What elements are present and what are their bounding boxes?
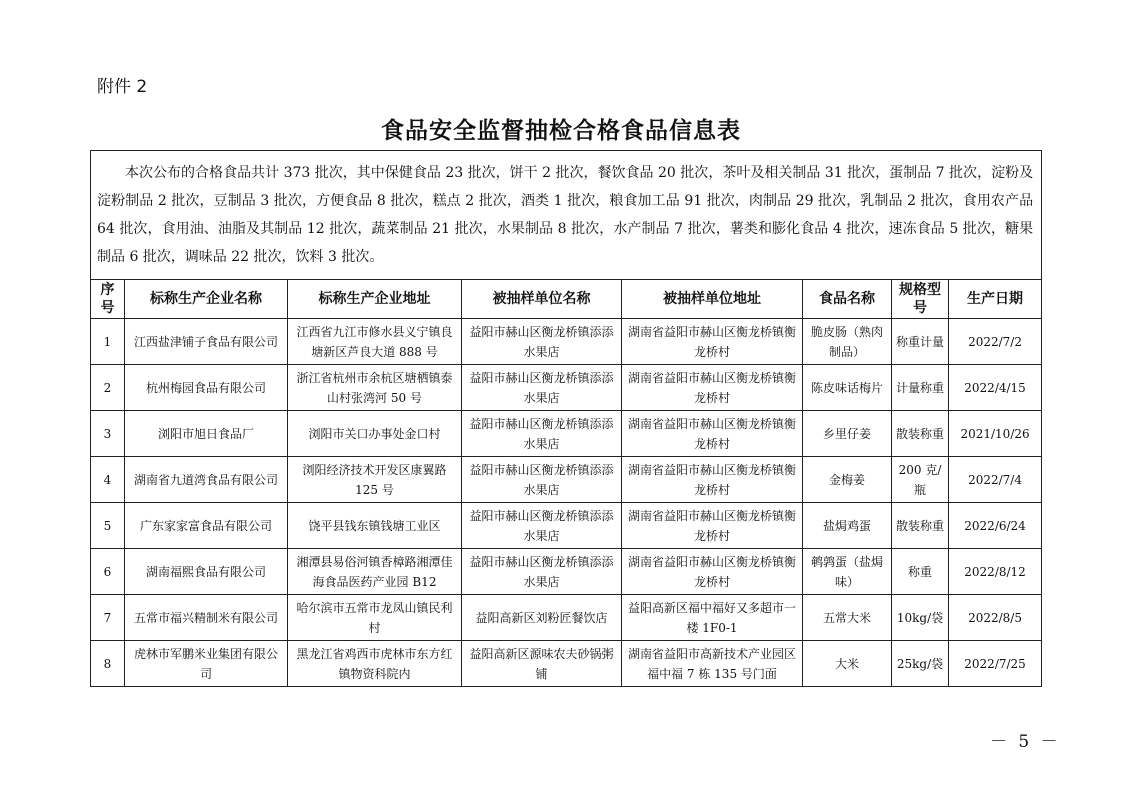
cell-sampled-unit: 益阳市赫山区衡龙桥镇添添水果店 <box>462 503 622 549</box>
cell-sampled-address: 湖南省益阳市赫山区衡龙桥镇衡龙桥村 <box>622 319 803 365</box>
cell-manufacturer-address: 浙江省杭州市余杭区塘栖镇泰山村张湾河 50 号 <box>288 365 462 411</box>
page-number: － 5 － <box>990 732 1061 752</box>
cell-sampled-unit: 益阳市赫山区衡龙桥镇添添水果店 <box>462 549 622 595</box>
cell-spec: 称重计量 <box>892 319 949 365</box>
food-info-table <box>90 150 1042 687</box>
attachment-label: 附件 2 <box>97 77 148 97</box>
table-row <box>91 641 1042 687</box>
cell-production-date: 2021/10/26 <box>949 411 1042 457</box>
cell-seq: 3 <box>91 411 125 457</box>
table-row <box>91 503 1042 549</box>
cell-food-name: 金梅姜 <box>803 457 892 503</box>
cell-manufacturer: 浏阳市旭日食品厂 <box>125 411 288 457</box>
header-spec: 规格型号 <box>892 280 949 319</box>
cell-spec: 计量称重 <box>892 365 949 411</box>
cell-manufacturer: 杭州梅园食品有限公司 <box>125 365 288 411</box>
cell-production-date: 2022/7/4 <box>949 457 1042 503</box>
cell-production-date: 2022/8/5 <box>949 595 1042 641</box>
header-production-date: 生产日期 <box>949 280 1042 319</box>
cell-manufacturer: 湖南福熙食品有限公司 <box>125 549 288 595</box>
cell-food-name: 大米 <box>803 641 892 687</box>
cell-sampled-address: 湖南省益阳市赫山区衡龙桥镇衡龙桥村 <box>622 549 803 595</box>
table-row <box>91 411 1042 457</box>
cell-sampled-address: 湖南省益阳市赫山区衡龙桥镇衡龙桥村 <box>622 457 803 503</box>
cell-spec: 称重 <box>892 549 949 595</box>
cell-seq: 8 <box>91 641 125 687</box>
cell-seq: 7 <box>91 595 125 641</box>
summary-cell <box>91 151 1042 280</box>
cell-sampled-address: 益阳高新区福中福好又多超市一楼 1F0-1 <box>622 595 803 641</box>
cell-sampled-unit: 益阳市赫山区衡龙桥镇添添水果店 <box>462 365 622 411</box>
cell-manufacturer-address: 饶平县钱东镇钱塘工业区 <box>288 503 462 549</box>
cell-sampled-unit: 益阳市赫山区衡龙桥镇添添水果店 <box>462 411 622 457</box>
cell-spec: 散装称重 <box>892 503 949 549</box>
cell-manufacturer-address: 湘潭县易俗河镇香樟路湘潭佳海食品医药产业园 B12 <box>288 549 462 595</box>
header-sampled-address: 被抽样单位地址 <box>622 280 803 319</box>
cell-seq: 2 <box>91 365 125 411</box>
cell-spec: 10kg/袋 <box>892 595 949 641</box>
cell-spec: 25kg/袋 <box>892 641 949 687</box>
table-header-row <box>91 280 1042 319</box>
cell-production-date: 2022/4/15 <box>949 365 1042 411</box>
header-seq: 序号 <box>91 280 125 319</box>
summary-row <box>91 151 1042 280</box>
header-sampled-unit: 被抽样单位名称 <box>462 280 622 319</box>
cell-manufacturer: 湖南省九道湾食品有限公司 <box>125 457 288 503</box>
cell-sampled-address: 湖南省益阳市赫山区衡龙桥镇衡龙桥村 <box>622 411 803 457</box>
summary-text: 本次公布的合格食品共计 373 批次，其中保健食品 23 批次，饼干 2 批次，餐饮食品 20 批次，茶叶及相关制品 31 批次，蛋制品 7 批次，淀粉及淀粉制品 2 批次，豆制品 3 批次，方便食品 8 批次，糕点 2 批次，酒类 1 批次，粮食加工品 91 批次，肉制品 29 批次，乳制品 2 批次，食用农产品 64 批次，食用油、油脂及其制品 12 批次，蔬菜制品 21 批次，水果制品 8 批次，水产制品 7 批次，薯类和膨化食品 4 批次，速冻食品 5 批次，糖果制品 6 批次，调味品 22 批次，饮料 3 批次。 <box>97 165 1034 265</box>
cell-manufacturer-address: 浏阳经济技术开发区康翼路 125 号 <box>288 457 462 503</box>
cell-spec: 散装称重 <box>892 411 949 457</box>
cell-production-date: 2022/7/25 <box>949 641 1042 687</box>
cell-production-date: 2022/6/24 <box>949 503 1042 549</box>
cell-seq: 4 <box>91 457 125 503</box>
table-row <box>91 595 1042 641</box>
cell-food-name: 脆皮肠（熟肉制品） <box>803 319 892 365</box>
table-row <box>91 365 1042 411</box>
cell-manufacturer: 虎林市军鹏米业集团有限公司 <box>125 641 288 687</box>
cell-manufacturer-address: 江西省九江市修水县义宁镇良塘新区芦良大道 888 号 <box>288 319 462 365</box>
table-row <box>91 549 1042 595</box>
cell-spec: 200 克/瓶 <box>892 457 949 503</box>
cell-manufacturer: 五常市福兴精制米有限公司 <box>125 595 288 641</box>
cell-production-date: 2022/8/12 <box>949 549 1042 595</box>
cell-manufacturer: 江西盐津铺子食品有限公司 <box>125 319 288 365</box>
cell-manufacturer-address: 浏阳市关口办事处金口村 <box>288 411 462 457</box>
header-manufacturer-address: 标称生产企业地址 <box>288 280 462 319</box>
cell-sampled-unit: 益阳市赫山区衡龙桥镇添添水果店 <box>462 457 622 503</box>
cell-food-name: 盐焗鸡蛋 <box>803 503 892 549</box>
cell-food-name: 鹌鹑蛋（盐焗味） <box>803 549 892 595</box>
page-title: 食品安全监督抽检合格食品信息表 <box>381 118 741 144</box>
header-food-name: 食品名称 <box>803 280 892 319</box>
cell-sampled-address: 湖南省益阳市赫山区衡龙桥镇衡龙桥村 <box>622 503 803 549</box>
cell-sampled-unit: 益阳高新区源味农夫砂锅粥铺 <box>462 641 622 687</box>
table-row <box>91 319 1042 365</box>
cell-manufacturer: 广东家家富食品有限公司 <box>125 503 288 549</box>
table-row <box>91 457 1042 503</box>
cell-seq: 5 <box>91 503 125 549</box>
cell-food-name: 陈皮味话梅片 <box>803 365 892 411</box>
cell-manufacturer-address: 黑龙江省鸡西市虎林市东方红镇物资科院内 <box>288 641 462 687</box>
cell-food-name: 五常大米 <box>803 595 892 641</box>
cell-sampled-unit: 益阳高新区刘粉匠餐饮店 <box>462 595 622 641</box>
cell-sampled-unit: 益阳市赫山区衡龙桥镇添添水果店 <box>462 319 622 365</box>
cell-sampled-address: 湖南省益阳市高新技术产业园区福中福 7 栋 135 号门面 <box>622 641 803 687</box>
cell-production-date: 2022/7/2 <box>949 319 1042 365</box>
cell-manufacturer-address: 哈尔滨市五常市龙凤山镇民利村 <box>288 595 462 641</box>
header-manufacturer: 标称生产企业名称 <box>125 280 288 319</box>
cell-seq: 6 <box>91 549 125 595</box>
cell-seq: 1 <box>91 319 125 365</box>
cell-food-name: 乡里仔姜 <box>803 411 892 457</box>
cell-sampled-address: 湖南省益阳市赫山区衡龙桥镇衡龙桥村 <box>622 365 803 411</box>
